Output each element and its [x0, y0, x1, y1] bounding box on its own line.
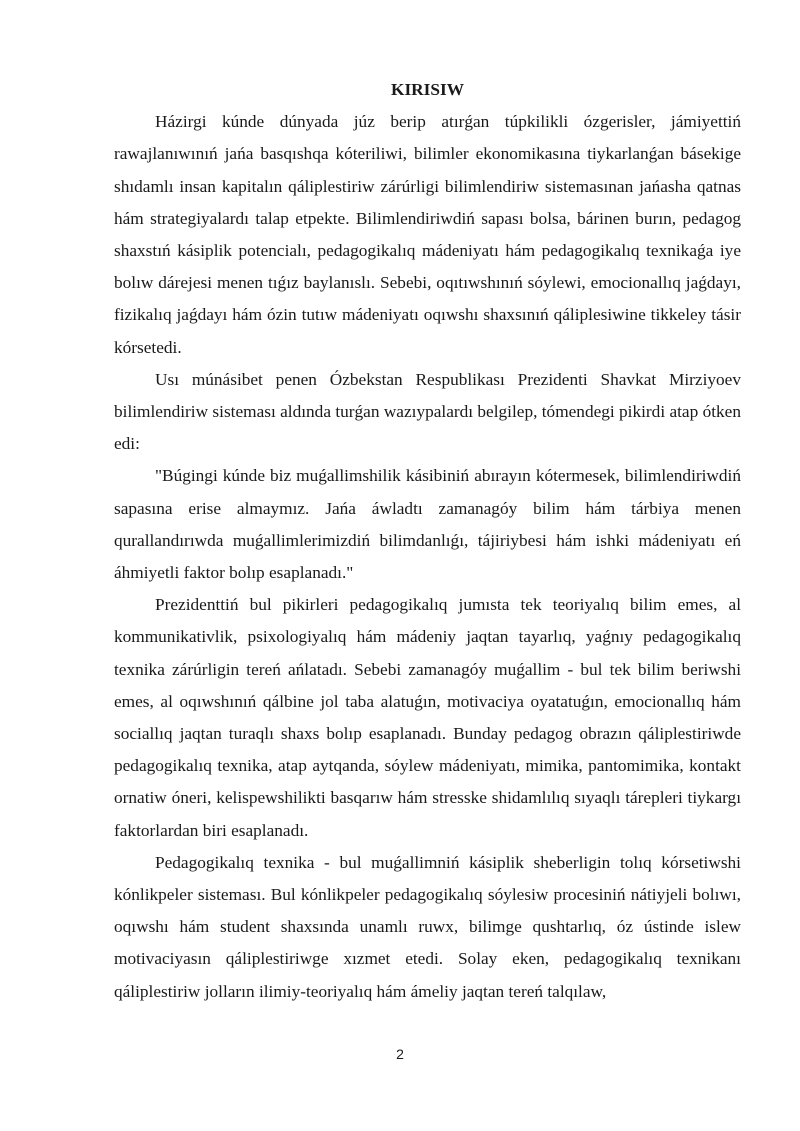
paragraph-quote: "Búgingi kúnde biz muǵallimshilik kásibiniń abırayın kótermesek, bilimlendiriwdiń sapasına erise almaymız. Jańa áwladtı zamanagóy bilim hám tárbiya menen qurallandırıwda muǵallimlerimizdiń bilimdanlıǵı, tájiriybesi hám ishki mádeniyatı eń áhmiyetli faktor bolıp esaplanadı.": [114, 466, 741, 583]
paragraph-intro: Házirgi kúnde dúnyada júz berip atırǵan túpkilikli ózgerisler, jámiyettiń rawajlanıwınıń jańa basqıshqa kóteriliwi, bilimler ekonomikasına tiykarlanǵan básekige shıdamlı insan kapitalın qáliplestiriw zárúrligi bilimlendiriw sistemasınan jańasha qatnas hám strategiyalardı talap etpekte. Bilimlendiriwdiń sapası bolsa, bárinen burın, pedagog shaxstıń kásiplik potencialı, pedagogikalıq mádeniyatı hám pedagogikalıq texnikaǵa iye bolıw dárejesi menen tıǵız baylanıslı. Sebebi, oqıtıwshınıń sóylewi, emocionallıq jaǵdayı, fizikalıq jaǵdayı hám ózin tutıw mádeniyatı oqıwshı shaxsınıń qáliplesiwine tikkeley tásir kórsetedi.: [114, 112, 741, 357]
paragraph-president-context: Usı múnásibet penen Ózbekstan Respublikası Prezidenti Shavkat Mirziyoev bilimlendiriw sisteması aldında turǵan wazıypalardı belgilep, tómendegi pikirdi atap ótken edi:: [114, 369, 741, 454]
document-title: KIRISIW: [391, 80, 464, 99]
paragraph-pedagogical-technique: Pedagogikalıq texnika - bul muǵallimniń kásiplik sheberligin tolıq kórsetiwshi kónlikpeler sisteması. Bul kónlikpeler pedagogikalıq sóylesiw procesiniń nátiyjeli bolıwı, oqıwshı hám student shaxsında unamlı ruwx, bilimge qushtarlıq, óz ústinde islew motivaciyasın qáliplestiriwge xızmet etedi. Solay eken, pedagogikalıq texnikanı qáliplestiriw jolların ilimiy-teoriyalıq hám ámeliy jaqtan tereń talqılaw,: [114, 852, 741, 1001]
paragraph-analysis: Prezidenttiń bul pikirleri pedagogikalıq jumısta tek teoriyalıq bilim emes, al kommunikativlik, psixologiyalıq hám mádeniy jaqtan tayarlıq, yaǵnıy pedagogikalıq texnika zárúrligin tereń ańlatadı. Sebebi zamanagóy muǵallim - bul tek bilim beriwshi emes, al oqıwshınıń qálbine jol taba alatuǵın, motivaciya oyatatuǵın, emocionallıq hám sociallıq jaqtan turaqlı shaxs bolıp esaplanadı. Bunday pedagog obrazın qáliplestiriwde pedagogikalıq texnika, atap aytqanda, sóylew mádeniyatı, mimika, pantomimika, kontakt ornatiw óneri, kelispewshilikti basqarıw hám stresske shidamlılıq sıyaqlı tárepleri tiykargı faktorlardan biri esaplanadı.: [114, 595, 741, 840]
document-page: [114, 74, 741, 1008]
page-number: 2: [396, 1046, 404, 1062]
